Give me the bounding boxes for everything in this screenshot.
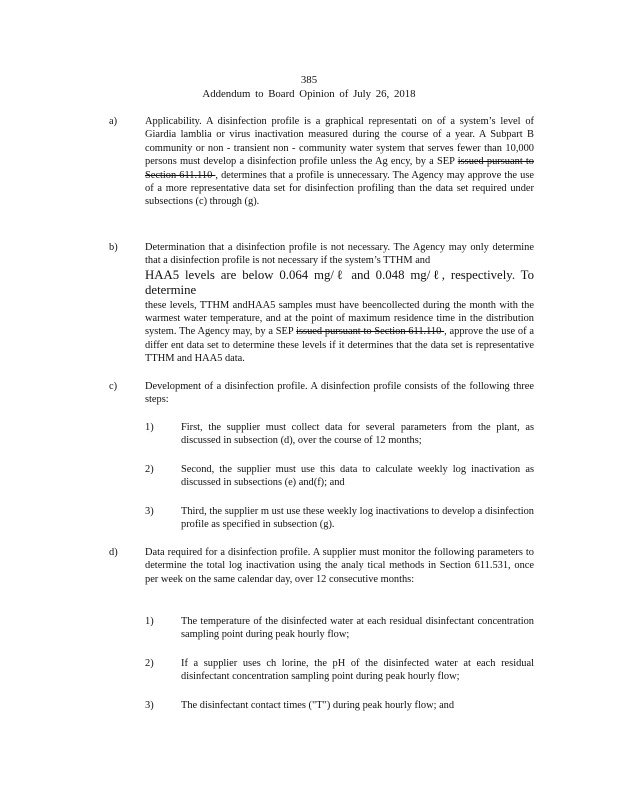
subparagraph-label: 1) [145,616,154,627]
page-subtitle: Addendum to Board Opinion of July 26, 2018 [202,88,416,100]
subparagraph-label: 2) [145,464,154,475]
paragraph-label: b) [109,242,118,253]
text-segment: Applicability. A disinfection profile is a graphical representati on of a system’s level of Giardia lamblia or virus inactivation measured during the course of a year. A Subpart B community or non - transient non - community water system that serves fewer than 10,000 persons must develop a disinfection profile unless the Ag ency, by a SEP [145,116,534,168]
struck-text: issued pursuant to Section 611.110 [296,326,445,338]
page-number: 385 [300,74,318,86]
subparagraph-text: Second, the supplier must use this data to calculate weekly log inactivation as discussed in subsections (e) and(f); and [181,464,534,489]
text-segment: , approve the use of a differ ent data set to determine these levels if it determines that the data set is representative TTHM and HAA5 data. [145,326,534,365]
paragraph-text: Data required for a disinfection profile. A supplier must monitor the following parameters to determine the total log inactivation using the analy tical methods in Section 611.531, once per week on the same calendar day, over 12 consecutive months: [145,547,534,585]
text-segment: Determination that a disinfection profile is not necessary. The Agency may only determine that a disinfection profile is not necessary if the system’s TTHM and [145,242,534,267]
paragraph-label: c) [109,381,118,392]
paragraph-text [145,241,534,366]
subparagraph-text: The temperature of the disinfected water at each residual disinfectant concentration sampling point during peak hourly flow; [181,616,534,641]
text-segment: these levels, TTHM andHAA5 samples must have beencollected during the month with the warmest water temperature, and at the point of maximum residence time in the distribution system. The Agency may, by a SEP [145,299,534,338]
subparagraph-text: Third, the supplier m ust use these weekly log inactivations to develop a disinfection profile as specified in subsection (g). [181,506,534,531]
paragraph-text [145,115,534,209]
subparagraph-text: If a supplier uses ch lorine, the pH of the disinfected water at each residual disinfectant concentration sampling point during peak hourly flow; [181,658,534,683]
paragraph-label: d) [109,547,118,558]
subparagraph-label: 2) [145,658,154,669]
subparagraph-label: 3) [145,700,154,711]
struck-text: issued pursuant to Section 611.110 [145,156,534,181]
inserted-text: HAA5 levels are below 0.064 mg/ℓ and 0.048 mg/ℓ, respectively. To determine [145,267,534,298]
subparagraph-label: 3) [145,506,154,517]
subparagraph-text: First, the supplier must collect data for several parameters from the plant, as discussed in subsection (d), over the course of 12 months; [181,422,534,447]
paragraph-label: a) [109,116,118,127]
subparagraph-text: The disinfectant contact times ("T") during peak hourly flow; and [181,700,455,711]
paragraph-text: Development of a disinfection profile. A disinfection profile consists of the following three steps: [145,381,534,406]
subparagraph-label: 1) [145,422,154,433]
text-segment: , determines that a profile is unnecessary. The Agency may approve the use of a more representative data set for disinfection profiling than the data set required under subsections (c) through (g). [145,169,534,208]
